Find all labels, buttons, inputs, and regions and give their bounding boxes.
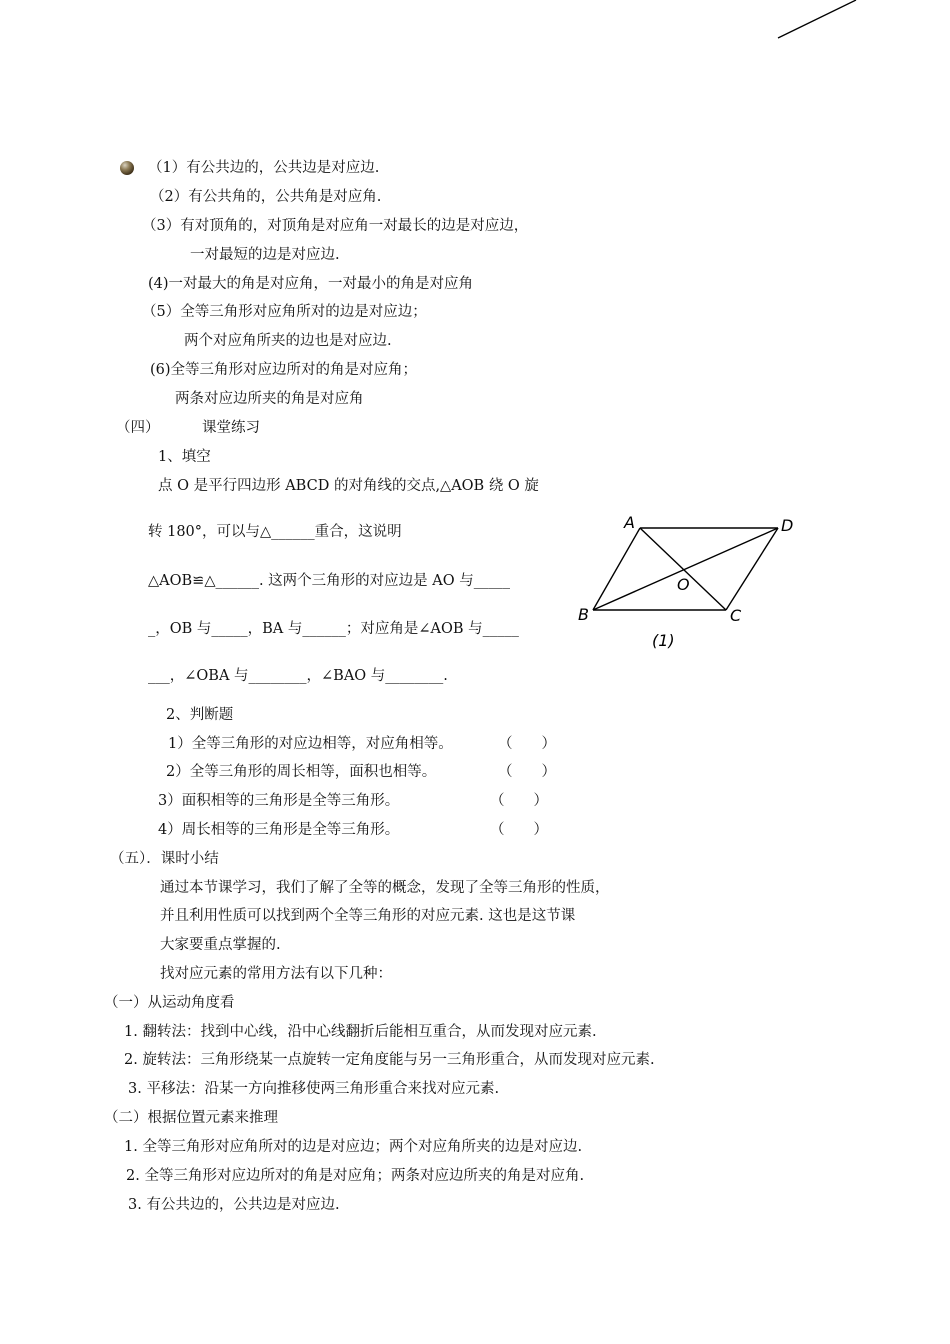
parallelogram-figure xyxy=(570,508,810,658)
list-item: (4)一对最大的角是对应角，一对最小的角是对应角 xyxy=(148,276,474,292)
judge-item xyxy=(158,791,399,811)
answer-parens: （ ） xyxy=(490,793,548,809)
method-item: 1. 全等三角形对应角所对的边是对应边；两个对应角所夹的边是对应边. xyxy=(124,1139,583,1155)
fill-line: _，OB 与_____，BA 与______；对应角是∠AOB 与_____ xyxy=(148,621,519,637)
label-d: D xyxy=(781,516,794,535)
fill-line: ___，∠OBA 与________，∠BAO 与________. xyxy=(148,668,448,684)
fill-line: 点 O 是平行四边形 ABCD 的对角线的交点,△AOB 绕 O 旋 xyxy=(158,478,539,494)
fill-line: △AOB≌△______. 这两个三角形的对应边是 AO 与_____ xyxy=(148,573,511,589)
fill-line: 转 180°，可以与△______重合，这说明 xyxy=(148,524,402,540)
list-item: （5）全等三角形对应角所对的边是对应边； xyxy=(142,304,427,320)
summary-line: 通过本节课学习，我们了解了全等的概念，发现了全等三角形的性质， xyxy=(160,880,610,896)
list-item: （2）有公共角的，公共角是对应角. xyxy=(150,189,382,205)
label-a: A xyxy=(624,513,635,532)
label-o: O xyxy=(677,575,690,594)
list-item: 两个对应角所夹的边也是对应边. xyxy=(184,333,392,349)
label-b: B xyxy=(578,605,589,624)
judge-text: 4）周长相等的三角形是全等三角形。 xyxy=(158,822,400,838)
list-item: 一对最短的边是对应边. xyxy=(190,247,340,263)
exercise-heading: 2、判断题 xyxy=(166,707,234,723)
judge-text: 1）全等三角形的对应边相等，对应角相等。 xyxy=(168,736,453,752)
answer-parens: （ ） xyxy=(498,736,556,752)
judge-item xyxy=(166,762,436,782)
judge-item xyxy=(158,820,399,840)
part-title: （一）从运动角度看 xyxy=(104,995,235,1011)
section-label: （四） xyxy=(116,420,160,436)
part-title: （二）根据位置元素来推理 xyxy=(104,1110,278,1126)
list-item: 两条对应边所夹的角是对应角 xyxy=(175,391,364,407)
list-item: （3）有对顶角的，对顶角是对应角一对最长的边是对应边， xyxy=(142,218,529,234)
method-item: 1. 翻转法：找到中心线，沿中心线翻折后能相互重合，从而发现对应元素. xyxy=(124,1024,597,1040)
method-item: 3. 有公共边的，公共边是对应边. xyxy=(128,1197,340,1213)
judge-item xyxy=(168,734,453,754)
judge-text: 2）全等三角形的周长相等，面积也相等。 xyxy=(166,764,437,780)
bullet-icon xyxy=(120,161,134,175)
exercise-heading: 1、填空 xyxy=(158,449,211,465)
method-item: 2. 旋转法：三角形绕某一点旋转一定角度能与另一三角形重合，从而发现对应元素. xyxy=(124,1052,655,1068)
summary-line: 大家要重点掌握的. xyxy=(160,937,281,953)
summary-line: 并且利用性质可以找到两个全等三角形的对应元素. 这也是这节课 xyxy=(160,908,576,924)
list-item: （1）有公共边的，公共边是对应边. xyxy=(148,160,380,176)
answer-parens: （ ） xyxy=(490,822,548,838)
judge-text: 3）面积相等的三角形是全等三角形。 xyxy=(158,793,400,809)
figure-caption: (1) xyxy=(652,631,675,650)
label-c: C xyxy=(730,606,742,625)
list-item: (6)全等三角形对应边所对的角是对应角； xyxy=(150,362,418,378)
section-title: （五）．课时小结 xyxy=(110,851,219,867)
method-item: 2. 全等三角形对应边所对的角是对应角；两条对应边所夹的角是对应角. xyxy=(126,1168,585,1184)
answer-parens: （ ） xyxy=(498,764,556,780)
summary-line: 找对应元素的常用方法有以下几种： xyxy=(160,966,392,982)
corner-decorative-line xyxy=(0,0,950,60)
section-title: 课堂练习 xyxy=(202,420,260,436)
method-item: 3. 平移法：沿某一方向推移使两三角形重合来找对应元素. xyxy=(128,1081,500,1097)
